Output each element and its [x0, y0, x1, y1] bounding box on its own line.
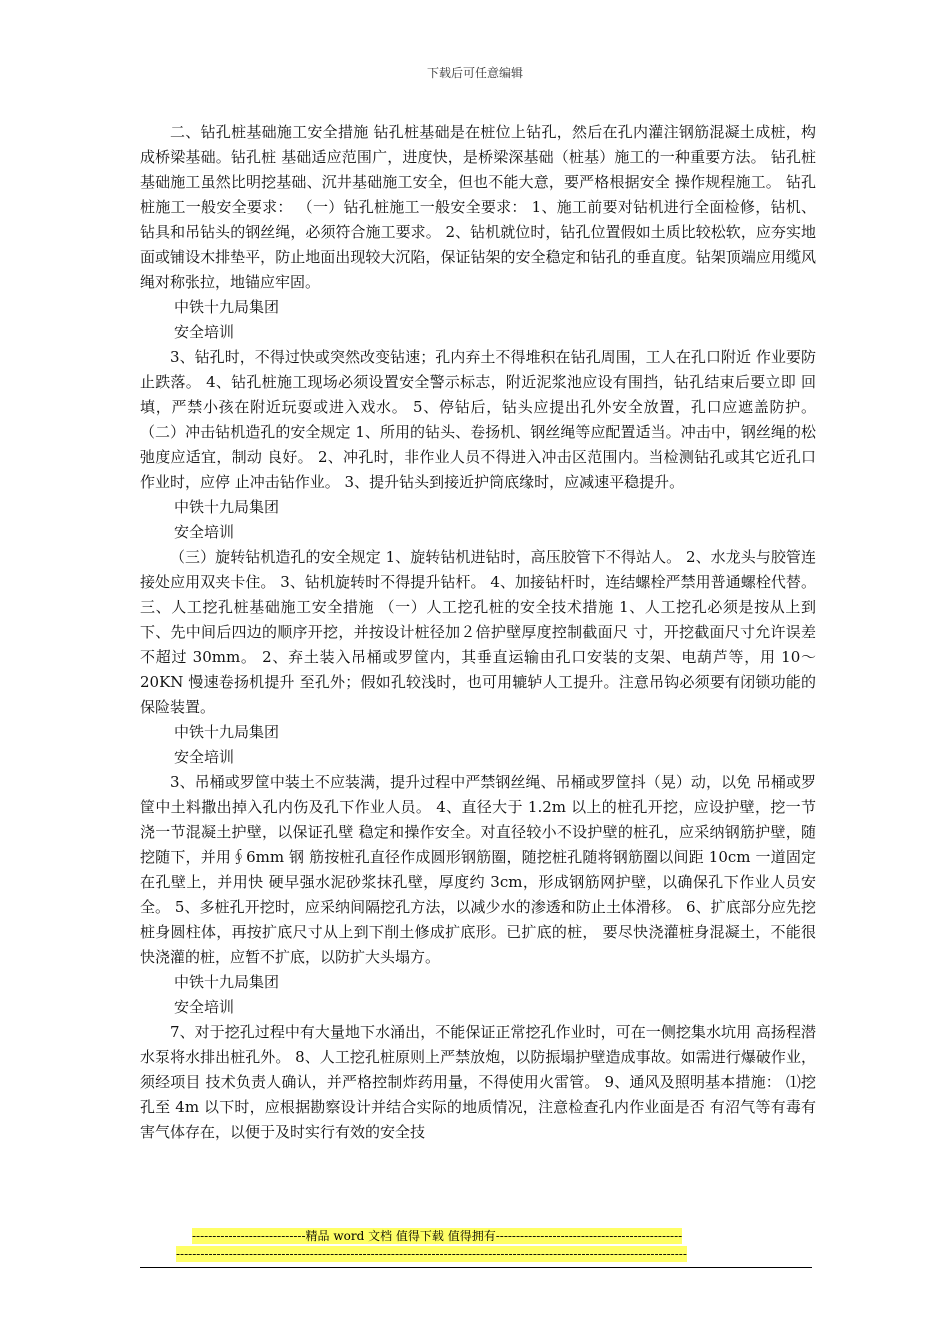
- section-caption: 安全培训: [174, 523, 235, 541]
- body-paragraph: 3、吊桶或罗筐中装土不应装满，提升过程中严禁钢丝绳、吊桶或罗筐抖（晃）动，以免 吊桶或罗筐中土料撒出掉入孔内伤及孔下作业人员。 4、直径大于 1.2m 以上的桩孔开挖，应设护壁，挖一节浇一节混凝土护壁，以保证孔壁 稳定和操作安全。对直径较小不设护壁的桩孔，应采纳钢筋护壁，随挖随下，并用∮6mm 钢 筋按桩孔直径作成圆形钢筋圈，随挖桩孔随将钢筋圈以间距 10cm 一道固定在孔壁上，并用快 硬早强水泥砂浆抹孔壁，厚度约 3cm，形成钢筋网护壁，以确保孔下作业人员安全。 5、多桩孔开挖时，应采纳间隔挖孔方法，以减少水的渗透和防止土体滑移。 6、扩底部分应先挖桩身圆柱体，再按扩底尺寸从上到下削土修成扩底形。已扩底的桩， 要尽快浇灌桩身混凝土，不能很快浇灌的桩，应暂不扩底，以防扩大头塌方。: [140, 773, 816, 966]
- footer-banner: ----------------------------精品 word 文档 值得下载 值得拥有----------------------------------------------: [192, 1229, 683, 1243]
- company-name: 中铁十九局集团: [174, 973, 280, 991]
- body-paragraph: 7、对于挖孔过程中有大量地下水涌出，不能保证正常挖孔作业时，可在一侧挖集水坑用 高扬程潜水泵将水排出桩孔外。 8、人工挖孔桩原则上严禁放炮，以防振塌护壁造成事故。如需进行爆破作业，须经项目 技术负责人确认，并严格控制炸药用量，不得使用火雷管。 9、通风及照明基本措施： ⑴挖孔至 4m 以下时，应根据勘察设计并结合实际的地质情况，注意检查孔内作业面是否 有沼气等有毒有害气体存在，以便于及时实行有效的安全技: [140, 1023, 816, 1141]
- body-paragraph: 3、钻孔时，不得过快或突然改变钻速；孔内弃土不得堆积在钻孔周围，工人在孔口附近 作业要防止跌落。 4、钻孔桩施工现场必须设置安全警示标志，附近泥浆池应设有围挡，钻孔结束后要立即 回填，严禁小孩在附近玩耍或进入戏水。 5、停钻后，钻头应提出孔外安全放置，孔口应遮盖防护。 （二）冲击钻机造孔的安全规定 1、所用的钻头、卷扬机、钢丝绳等应配置适当。冲击中，钢丝绳的松弛度应适宜，制动 良好。 2、冲孔时，非作业人员不得进入冲击区范围内。当检测钻孔或其它近孔口作业时，应停 止冲击钻作业。 3、提升钻头到接近护筒底缘时，应减速平稳提升。: [140, 348, 816, 491]
- company-name: 中铁十九局集团: [174, 298, 280, 316]
- company-name: 中铁十九局集团: [174, 498, 280, 516]
- footer-rule: [140, 1267, 812, 1268]
- download-note: 下载后可任意编辑: [426, 66, 523, 80]
- body-paragraph: （三）旋转钻机造孔的安全规定 1、旋转钻机进钻时，高压胶管下不得站人。 2、水龙头与胶管连接处应用双夹卡住。 3、钻机旋转时不得提升钻杆。 4、加接钻杆时，连结螺栓严禁用普通螺栓代替。 三、人工挖孔桩基础施工安全措施 （一）人工挖孔桩的安全技术措施 1、人工挖孔必须是按从上到下、先中间后四边的顺序开挖，并按设计桩径加２倍护壁厚度控制截面尺 寸，开挖截面尺寸允许误差不超过 30mm。 2、弃土装入吊桶或罗筐内，其垂直运输由孔口安装的支架、电葫芦等，用 10～20KN 慢速卷扬机提升 至孔外；假如孔较浅时，也可用辘轳人工提升。注意吊钩必须要有闭锁功能的保险装置。: [140, 548, 816, 716]
- footer-dash-line: ------------------------------------------------------------------------------------------------------------------------------: [176, 1247, 687, 1261]
- section-caption: 安全培训: [174, 323, 235, 341]
- company-name: 中铁十九局集团: [174, 723, 280, 741]
- document-body: [140, 120, 816, 1145]
- section-caption: 安全培训: [174, 748, 235, 766]
- body-paragraph: 二、钻孔桩基础施工安全措施 钻孔桩基础是在桩位上钻孔，然后在孔内灌注钢筋混凝土成桩，构成桥梁基础。钻孔桩 基础适应范围广，进度快，是桥梁深基础（桩基）施工的一种重要方法。 钻孔桩基础施工虽然比明挖基础、沉井基础施工安全，但也不能大意，要严格根据安全 操作规程施工。 钻孔桩施工一般安全要求： （一）钻孔桩施工一般安全要求： 1、施工前要对钻机进行全面检修，钻机、钻具和吊钻头的钢丝绳，必须符合施工要求。 2、钻机就位时，钻孔位置假如土质比较松软，应夯实地面或铺设木排垫平，防止地面出现较大沉陷，保证钻架的安全稳定和钻孔的垂直度。钻架顶端应用缆风绳对称张拉，地锚应牢固。: [140, 123, 816, 291]
- section-caption: 安全培训: [174, 998, 235, 1016]
